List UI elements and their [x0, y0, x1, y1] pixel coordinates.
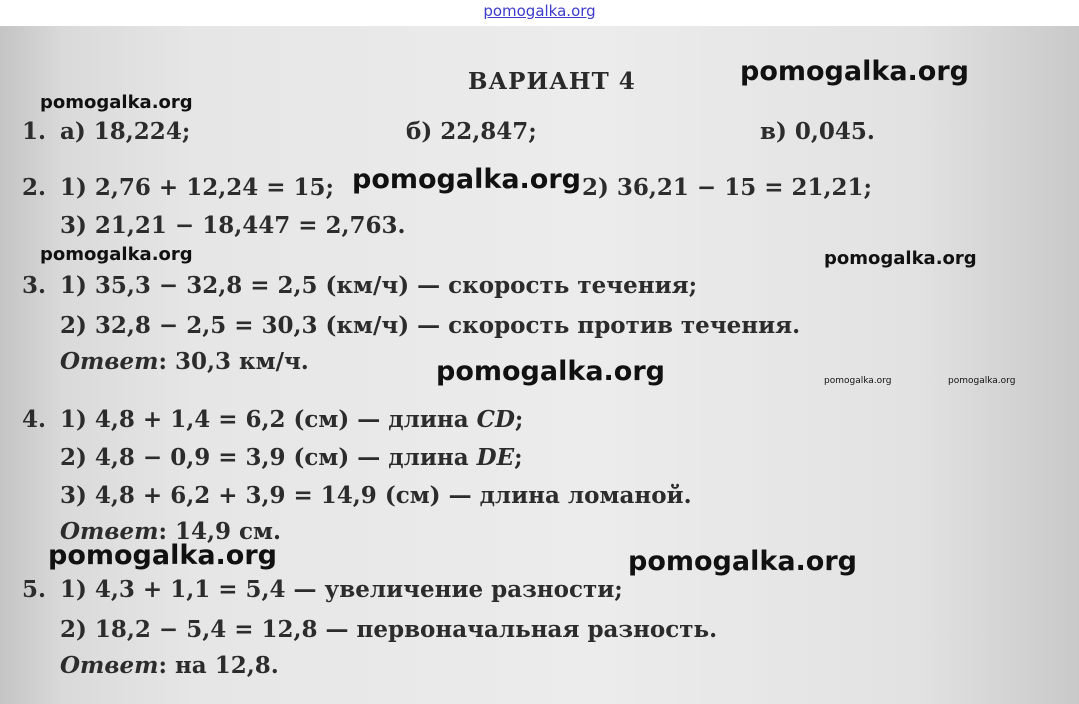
problem-3-step-2: 2) 32,8 − 2,5 = 30,3 (км/ч) — скорость против течения. [60, 312, 801, 339]
watermark: pomogalka.org [40, 244, 193, 265]
watermark: pomogalka.org [628, 546, 857, 577]
problem-5-number: 5. [22, 576, 47, 603]
step-punct: ; [514, 406, 524, 433]
problem-4-step-2 [60, 444, 523, 471]
watermark: pomogalka.org [948, 376, 1016, 386]
watermark: pomogalka.org [824, 376, 892, 386]
answer-label: Ответ [60, 348, 159, 375]
step-punct: ; [514, 444, 523, 471]
problem-2-step-3: 3) 21,21 − 18,447 = 2,763. [60, 212, 406, 239]
watermark: pomogalka.org [48, 540, 277, 571]
top-strip [0, 0, 1079, 26]
watermark: pomogalka.org [40, 92, 193, 113]
step-text: 1) 4,8 + 1,4 = 6,2 (см) — длина [60, 406, 477, 433]
answer-value: : на 12,8. [158, 652, 279, 679]
problem-1-c: в) 0,045. [760, 118, 875, 145]
problem-5-step-2: 2) 18,2 − 5,4 = 12,8 — первоначальная разность. [60, 616, 718, 643]
problem-1-b: б) 22,847; [406, 118, 537, 145]
watermark: pomogalka.org [824, 248, 977, 269]
answer-value: : 30,3 км/ч. [158, 348, 309, 375]
problem-3-answer [60, 348, 309, 375]
segment-variable: CD [476, 406, 515, 433]
problem-2-step-1: 1) 2,76 + 12,24 = 15; [60, 174, 335, 201]
watermark: pomogalka.org [436, 356, 665, 387]
problem-5-answer [60, 652, 279, 679]
answer-label: Ответ [60, 652, 159, 679]
problem-3-step-1: 1) 35,3 − 32,8 = 2,5 (км/ч) — скорость течения; [60, 272, 698, 299]
problem-3-number: 3. [22, 272, 47, 299]
watermark: pomogalka.org [352, 164, 581, 195]
problem-2-step-2: 2) 36,21 − 15 = 21,21; [582, 174, 873, 201]
problem-5-step-1: 1) 4,3 + 1,1 = 5,4 — увеличение разности; [60, 576, 623, 603]
problem-4-step-3: 3) 4,8 + 6,2 + 3,9 = 14,9 (см) — длина ломаной. [60, 482, 692, 509]
top-watermark-link[interactable]: pomogalka.org [483, 2, 596, 20]
answer-value: : 14,9 см. [158, 518, 281, 545]
segment-variable: DE [476, 444, 515, 471]
problem-4-step-1 [60, 406, 523, 433]
scanned-page [0, 26, 1079, 704]
problem-2-number: 2. [22, 174, 47, 201]
watermark: pomogalka.org [740, 56, 969, 87]
step-text: 2) 4,8 − 0,9 = 3,9 (см) — длина [60, 444, 477, 471]
answer-label: Ответ [60, 518, 159, 545]
page-heading: ВАРИАНТ 4 [468, 68, 636, 95]
problem-4-number: 4. [22, 406, 47, 433]
problem-1-a: а) 18,224; [60, 118, 191, 145]
problem-1-number: 1. [22, 118, 47, 145]
